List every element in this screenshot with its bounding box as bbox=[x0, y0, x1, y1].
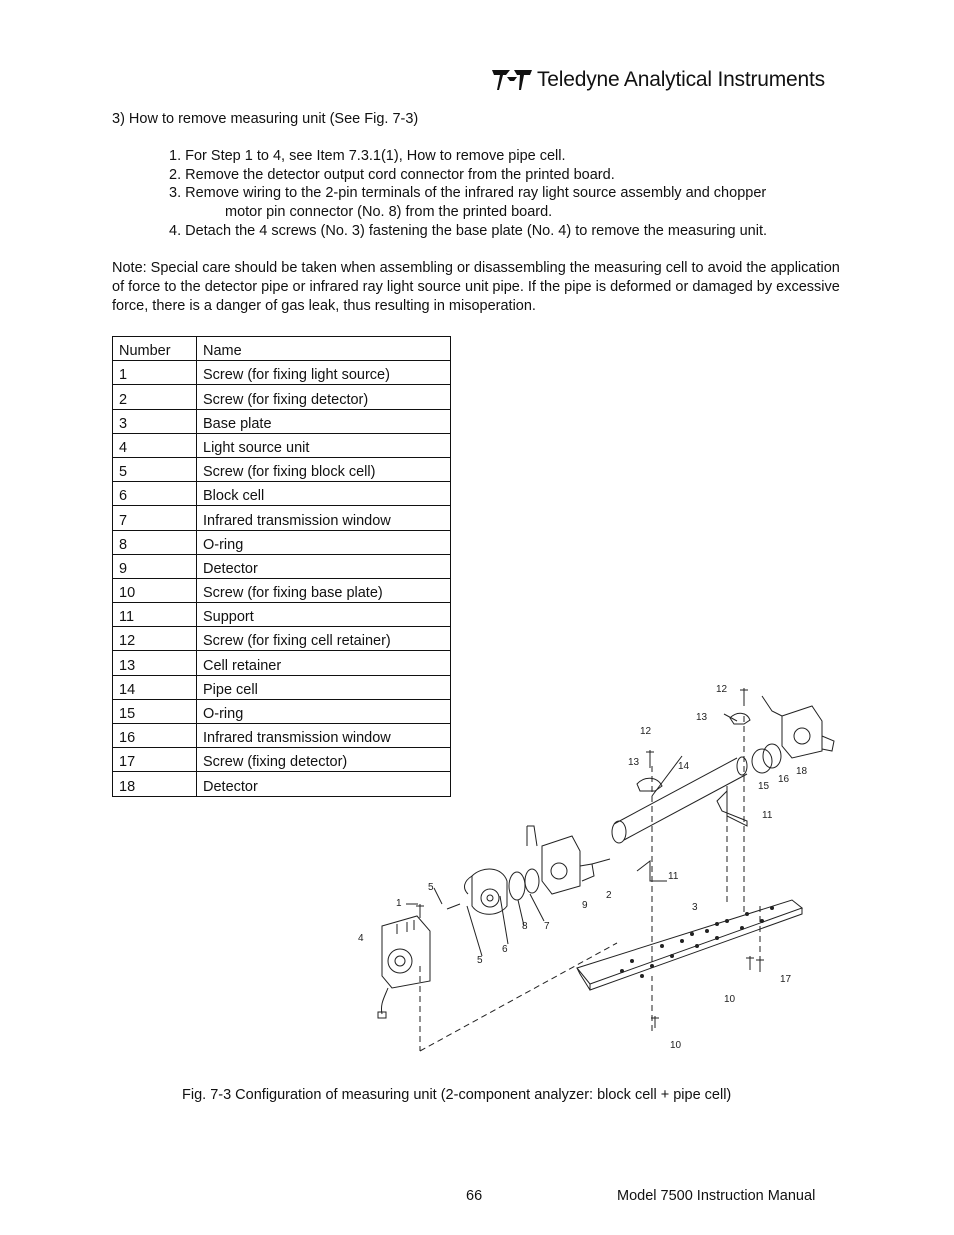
table-row bbox=[113, 361, 451, 385]
detector-drawing-9 bbox=[527, 826, 594, 894]
part-number-cell: 15 bbox=[113, 699, 197, 723]
part-name-cell: Screw (for fixing light source) bbox=[197, 361, 451, 385]
table-row bbox=[113, 482, 451, 506]
part-number-cell: 16 bbox=[113, 724, 197, 748]
part-name-cell: Detector bbox=[197, 772, 451, 796]
part-number-cell: 3 bbox=[113, 409, 197, 433]
detector-drawing-18 bbox=[762, 696, 834, 758]
callout-label: 18 bbox=[796, 766, 808, 777]
part-number-cell: 7 bbox=[113, 506, 197, 530]
part-name-cell: Infrared transmission window bbox=[197, 506, 451, 530]
part-number-cell: 9 bbox=[113, 554, 197, 578]
callout-label: 10 bbox=[724, 994, 736, 1005]
step-item: 3. Remove wiring to the 2-pin terminals of the infrared ray light source assembly and chopper bbox=[169, 185, 767, 202]
callout-label: 11 bbox=[668, 871, 679, 882]
callout-label: 11 bbox=[762, 810, 773, 821]
note-paragraph: Note: Special care should be taken when assembling or disassembling the measuring cell to avoid the application of force to the detector pipe or infrared ray light source unit pipe. If the pipe is deformed or damaged by excessive force, there is a danger of gas leak, thus resulting in misoperation. bbox=[112, 260, 840, 314]
callout-label: 5 bbox=[428, 882, 434, 893]
light-source-unit-drawing bbox=[378, 916, 430, 1018]
teledyne-logo-icon bbox=[490, 67, 534, 93]
callout-label: 13 bbox=[696, 712, 708, 723]
manual-title: Model 7500 Instruction Manual bbox=[617, 1188, 816, 1204]
callout-label: 5 bbox=[477, 955, 483, 966]
part-number-cell: 6 bbox=[113, 482, 197, 506]
callout-label: 7 bbox=[544, 921, 550, 932]
base-plate-drawing bbox=[577, 900, 802, 990]
table-row bbox=[113, 651, 451, 675]
table-row bbox=[113, 554, 451, 578]
part-number-cell: 13 bbox=[113, 651, 197, 675]
part-name-cell: Screw (for fixing cell retainer) bbox=[197, 627, 451, 651]
part-name-cell: Base plate bbox=[197, 409, 451, 433]
part-name-cell: Pipe cell bbox=[197, 675, 451, 699]
part-number-cell: 12 bbox=[113, 627, 197, 651]
callout-label: 1 bbox=[396, 898, 402, 909]
step-item-continuation: motor pin connector (No. 8) from the printed board. bbox=[225, 204, 553, 221]
callout-label: 10 bbox=[670, 1040, 682, 1051]
callout-label: 14 bbox=[678, 761, 690, 772]
table-row bbox=[113, 530, 451, 554]
table-row bbox=[113, 578, 451, 602]
measuring-unit-diagram bbox=[352, 676, 842, 1056]
part-name-cell: Support bbox=[197, 603, 451, 627]
callout-label: 15 bbox=[758, 781, 770, 792]
part-number-cell: 10 bbox=[113, 578, 197, 602]
figure-caption: Fig. 7-3 Configuration of measuring unit (2-component analyzer: block cell + pipe cell) bbox=[182, 1087, 732, 1103]
table-header-row bbox=[113, 337, 451, 361]
part-number-cell: 5 bbox=[113, 457, 197, 481]
step-item: 4. Detach the 4 screws (No. 3) fastening the base plate (No. 4) to remove the measuring unit. bbox=[169, 222, 768, 239]
callout-label: 13 bbox=[628, 757, 640, 768]
table-row bbox=[113, 603, 451, 627]
step-item: 2. Remove the detector output cord connector from the printed board. bbox=[169, 166, 615, 183]
page-number: 66 bbox=[466, 1188, 483, 1204]
part-number-cell: 8 bbox=[113, 530, 197, 554]
brand-name: Teledyne Analytical Instruments bbox=[537, 68, 825, 91]
callout-label: 8 bbox=[522, 921, 528, 932]
part-name-cell: Screw (for fixing block cell) bbox=[197, 457, 451, 481]
callout-label: 9 bbox=[582, 900, 588, 911]
table-row bbox=[113, 457, 451, 481]
part-number-cell: 2 bbox=[113, 385, 197, 409]
step-list bbox=[169, 147, 767, 241]
part-name-cell: Light source unit bbox=[197, 433, 451, 457]
part-name-cell: O-ring bbox=[197, 530, 451, 554]
table-row bbox=[113, 506, 451, 530]
part-number-cell: 18 bbox=[113, 772, 197, 796]
brand-header bbox=[490, 66, 825, 94]
callout-label: 3 bbox=[692, 902, 698, 913]
step-item: 1. For Step 1 to 4, see Item 7.3.1(1), How to remove pipe cell. bbox=[169, 148, 566, 164]
column-header-name: Name bbox=[197, 337, 451, 361]
part-name-cell: Screw (for fixing base plate) bbox=[197, 578, 451, 602]
callout-label: 4 bbox=[358, 933, 364, 944]
callout-label: 12 bbox=[640, 726, 652, 737]
column-header-number: Number bbox=[113, 337, 197, 361]
part-number-cell: 1 bbox=[113, 361, 197, 385]
callout-label: 17 bbox=[780, 974, 792, 985]
part-name-cell: Screw (fixing detector) bbox=[197, 748, 451, 772]
part-number-cell: 14 bbox=[113, 675, 197, 699]
part-name-cell: Screw (for fixing detector) bbox=[197, 385, 451, 409]
callout-labels bbox=[358, 684, 808, 1051]
callout-label: 2 bbox=[606, 890, 612, 901]
table-row bbox=[113, 627, 451, 651]
part-number-cell: 4 bbox=[113, 433, 197, 457]
callout-label: 6 bbox=[502, 944, 508, 955]
table-row bbox=[113, 385, 451, 409]
part-name-cell: Detector bbox=[197, 554, 451, 578]
section-title: 3) How to remove measuring unit (See Fig. 7-3) bbox=[112, 111, 419, 127]
part-number-cell: 17 bbox=[113, 748, 197, 772]
table-row bbox=[113, 433, 451, 457]
part-number-cell: 11 bbox=[113, 603, 197, 627]
callout-label: 12 bbox=[716, 684, 728, 695]
part-name-cell: Infrared transmission window bbox=[197, 724, 451, 748]
table-row bbox=[113, 409, 451, 433]
part-name-cell: O-ring bbox=[197, 699, 451, 723]
part-name-cell: Block cell bbox=[197, 482, 451, 506]
callout-label: 16 bbox=[778, 774, 790, 785]
part-name-cell: Cell retainer bbox=[197, 651, 451, 675]
